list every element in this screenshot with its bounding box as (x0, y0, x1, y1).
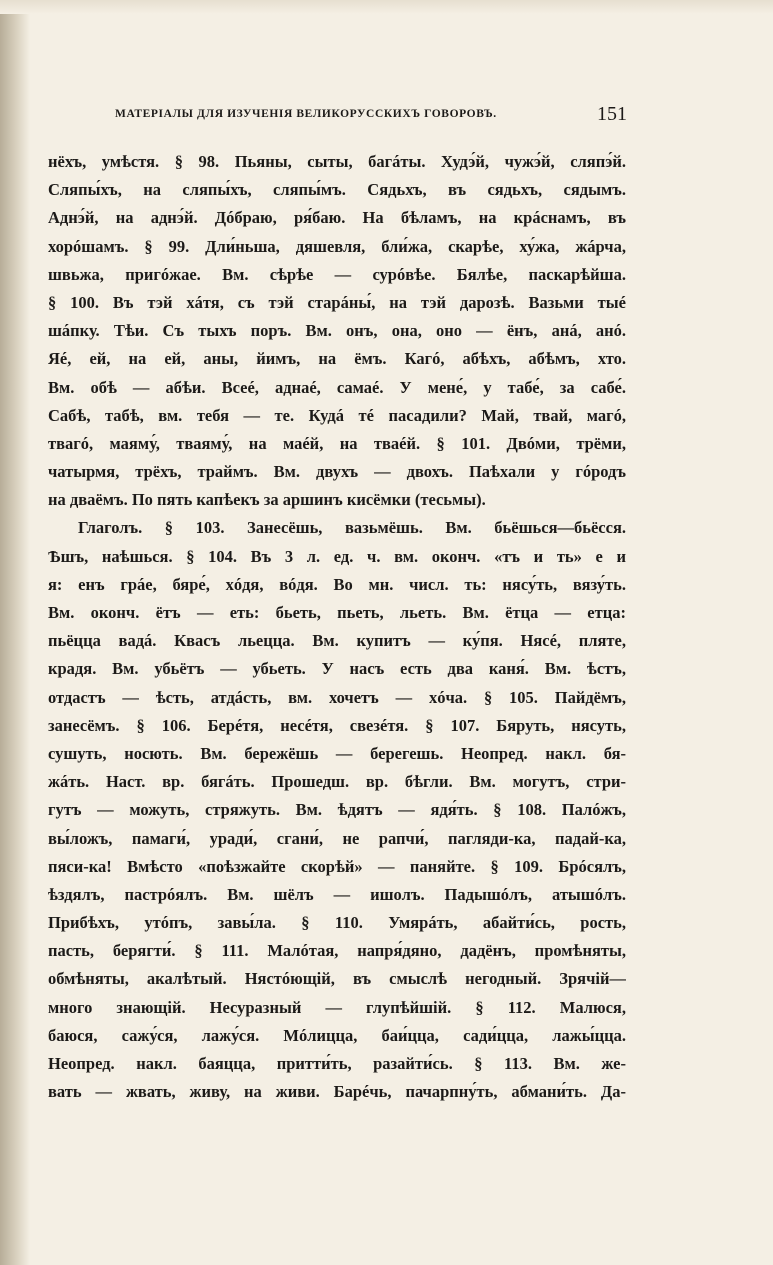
text-line: шáпку. Тѣи. Съ тыхъ поръ. Вм. онъ, она, оно — ёнъ, анá, анó. (48, 321, 626, 341)
text-line: Прибѣхъ, утóпъ, завы́ла. § 110. Умярáть, абайти́сь, рость, (48, 913, 626, 933)
text-line: сушуть, носють. Вм. бережёшь — берегешь. Неопред. накл. бя- (48, 743, 626, 763)
text-line: пасть, берягти́. § 111. Малóтая, напря́дяно, дадёнъ, промѣняты, (48, 941, 626, 961)
text-line: крадя. Вм. убьётъ — убьеть. У насъ есть два каня́. Вм. ѣстъ, (48, 659, 626, 679)
text-line: Вм. обѣ — абѣи. Всеé, аднаé, самаé. У мене́, у табе́, за сабе́. (48, 377, 626, 397)
paragraph-start-line: Глаголъ. § 103. Занесёшь, вазьмёшь. Вм. бьёшься—бьёсся. (78, 518, 626, 538)
text-line: Вм. оконч. ётъ — еть: бьеть, пьеть, льеть. Вм. ётца — етца: (48, 603, 626, 622)
running-header (115, 98, 627, 130)
text-line: много знающій. Несуразный — глупѣйшій. § 112. Малюся, (48, 997, 626, 1017)
text-line: занесёмъ. § 106. Берéтя, несéтя, свезéтя. § 107. Бяруть, нясуть, (48, 715, 626, 735)
text-line: Неопред. накл. баяцца, притти́ть, разайти́сь. § 113. Вм. же- (48, 1054, 626, 1073)
text-line: Сляпы́хъ, на сляпы́хъ, сляпы́мъ. Сядьхъ, въ сядьхъ, сядымъ. (48, 180, 626, 200)
text-line: жáть. Наст. вр. бягáть. Прошедш. вр. бѣгли. Вм. могутъ, стри- (48, 772, 626, 792)
text-line: швьжа, пригóжае. Вм. сѣрѣе — сурóвѣе. Бялѣе, паскарѣйша. (48, 264, 626, 284)
text-line: ѣздялъ, пастрóялъ. Вм. шёлъ — ишолъ. Падышóлъ, атышóлъ. (48, 884, 626, 904)
text-line: вы́ложъ, памаги́, уради́, сгани́, не рапчи́, пагляди-ка, падай-ка, (48, 828, 626, 848)
text-line: хорóшамъ. § 99. Дли́ньша, дяшевля, бли́жа, скарѣе, ху́жа, жáрча, (48, 236, 626, 256)
text-line: нёхъ, умѣстя. § 98. Пьяны, сыты, багáты. Худэ́й, чужэ́й, сляпэ́й. (48, 152, 626, 171)
page-top-edge (0, 0, 773, 14)
page-gutter-shadow (0, 0, 30, 1265)
text-line: гутъ — можуть, стряжуть. Вм. ѣдятъ — ядя́ть. § 108. Палóжъ, (48, 800, 626, 820)
text-line: баюся, сажу́ся, лажу́ся. Мóлицца, баи́цца, сади́цца, лажы́цца. (48, 1025, 626, 1045)
page-number: 151 (597, 102, 627, 125)
text-line: чатырмя, трёхъ, траймъ. Вм. двухъ — двохъ. Паѣхали у гóродъ (48, 462, 626, 482)
text-line: пяси-ка! Вмѣсто «поѣзжайте скорѣй» — паняйте. § 109. Брóсялъ, (48, 856, 626, 876)
text-line: обмѣняты, акалѣтый. Нястóющій, въ смыслѣ негодный. Зрячій— (48, 969, 626, 989)
text-line: Сабѣ, табѣ, вм. тебя — те. Кудá тé пасадили? Май, твай, магó, (48, 405, 626, 425)
running-title: МАТЕРІАЛЫ ДЛЯ ИЗУЧЕНІЯ ВЕЛИКОРУССКИХЪ ГОВОРОВЪ. (115, 108, 497, 120)
text-line: отдастъ — ѣсть, атдáсть, вм. хочетъ — хóча. § 105. Пайдёмъ, (48, 687, 626, 707)
text-line: вать — жвать, живу, на живи. Барéчь, пачарпну́ть, абмани́ть. Да- (48, 1082, 626, 1102)
text-line: Аднэ́й, на аднэ́й. Дóбраю, ря́баю. На бѣламъ, на крáснамъ, въ (48, 208, 626, 228)
text-line: твагó, маяму́, тваяму́, на маéй, на тваéй. § 101. Двóми, трёми, (48, 433, 626, 453)
text-line: § 100. Въ тэй хáтя, съ тэй старáны́, на тэй дарозѣ. Вазьми тыé (48, 292, 626, 312)
body-text (48, 148, 626, 1106)
text-line: Ѣшъ, наѣшься. § 104. Въ 3 л. ед. ч. вм. оконч. «тъ и ть» е и (48, 546, 626, 566)
text-line: пьёцца вадá. Квасъ льецца. Вм. купитъ — ку́пя. Нясé, пляте, (48, 631, 626, 651)
text-line: на дваёмъ. По пять капѣекъ за аршинъ кисёмки (тесьмы). (48, 490, 486, 510)
text-line: я: енъ грáе, бяре́, хóдя, вóдя. Во мн. числ. ть: нясу́ть, вязу́ть. (48, 574, 626, 594)
text-line: Яé, ей, на ей, аны, йимъ, на ёмъ. Кагó, абѣхъ, абѣмъ, хто. (48, 349, 626, 369)
